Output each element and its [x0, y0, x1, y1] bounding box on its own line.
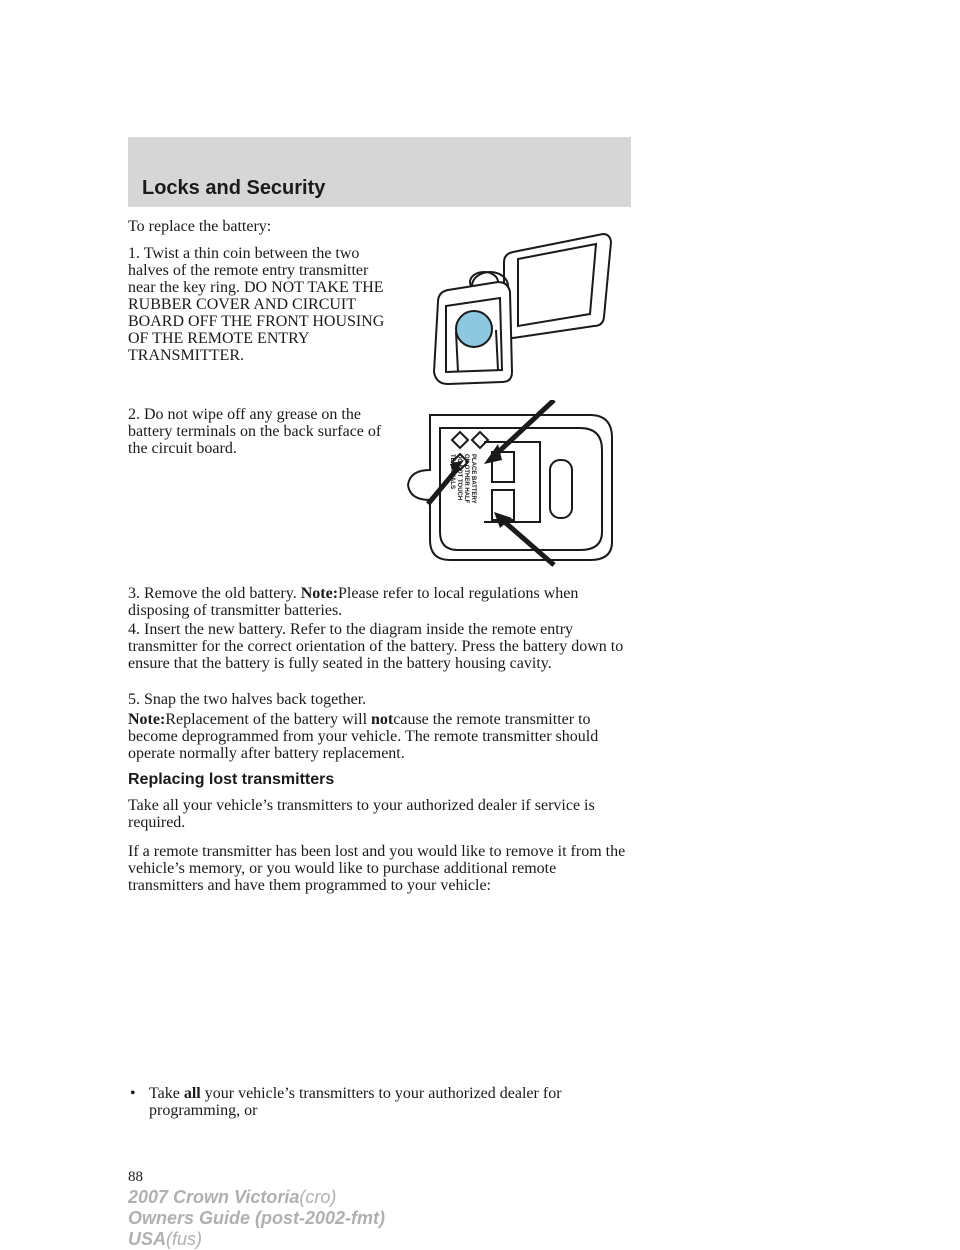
bullet-marker: • [130, 1085, 136, 1102]
footer-market: USA [128, 1229, 167, 1249]
step-4-text: 4. Insert the new battery. Refer to the diagram inside the remote entry transmitter for the correct orientation of the battery. Press the battery down to ensure that the battery is fully seated in the battery housing cavity. [128, 621, 624, 672]
document-footer [128, 1187, 385, 1250]
battery-instruction-line-3: DO NOT TOUCH [456, 454, 462, 501]
battery-note-label: Note: [128, 711, 166, 728]
section-header-band [128, 137, 631, 207]
battery-icon [456, 311, 492, 347]
step-3-text [128, 585, 633, 619]
bullet-take-post: your vehicle’s transmitters to your authorized dealer for programming, or [149, 1085, 562, 1119]
para-service: Take all your vehicle’s transmitters to your authorized dealer if service is required. [128, 797, 595, 831]
bullet-take-pre: Take [149, 1085, 180, 1102]
step-3-label: 3. Remove the old battery. [128, 585, 297, 602]
key-fob-illustration [418, 222, 618, 392]
bullet-take-all [149, 1085, 619, 1119]
replacing-lost-transmitters-heading: Replacing lost transmitters [128, 771, 335, 788]
step-3-note: Please refer to local regulations when disposing of transmitter batteries. [128, 585, 579, 619]
footer-market-code: (fus) [166, 1229, 203, 1249]
step-2-text: 2. Do not wipe off any grease on the battery terminals on the back surface of the circuit board. [128, 406, 382, 457]
step-1-text: 1. Twist a thin coin between the two halves of the remote entry transmitter near the key ring. DO NOT TAKE THE RUBBER COVER AND CIRCUIT BOARD OFF THE FRONT HOUSING OF THE REMOTE ENTRY TRANSMITTER. [128, 245, 385, 364]
battery-note-post: cause the remote transmitter to become deprogrammed from your vehicle. The remote transmitter should operate normally after battery replacement. [128, 711, 599, 762]
intro-text: To replace the battery: [128, 218, 272, 235]
battery-note [128, 711, 633, 762]
step-5-text: 5. Snap the two halves back together. [128, 691, 367, 708]
footer-model: 2007 Crown Victoria [128, 1187, 300, 1207]
transmitter-interior-illustration [400, 400, 620, 570]
footer-guide: Owners Guide (post-2002-fmt) [128, 1208, 386, 1228]
section-title: Locks and Security [142, 177, 326, 199]
page-number: 88 [128, 1169, 143, 1185]
battery-note-emph: not [371, 711, 394, 728]
para-lost-transmitter: If a remote transmitter has been lost and you would like to remove it from the vehicle’s memory, or you would like to purchase additional remote transmitters and have them programmed to your vehicle: [128, 843, 626, 894]
battery-instruction-line-1: PLACE BATTERY [470, 454, 476, 504]
step-3-note-label: Note: [300, 585, 339, 602]
battery-instruction-line-4: TERMINALS [449, 454, 455, 489]
battery-instruction-line-2: ON OTHER HALF [463, 454, 469, 504]
battery-note-pre: Replacement of the battery will [165, 711, 368, 728]
footer-model-code: (cro) [299, 1187, 337, 1207]
bullet-take-emph: all [183, 1085, 201, 1102]
